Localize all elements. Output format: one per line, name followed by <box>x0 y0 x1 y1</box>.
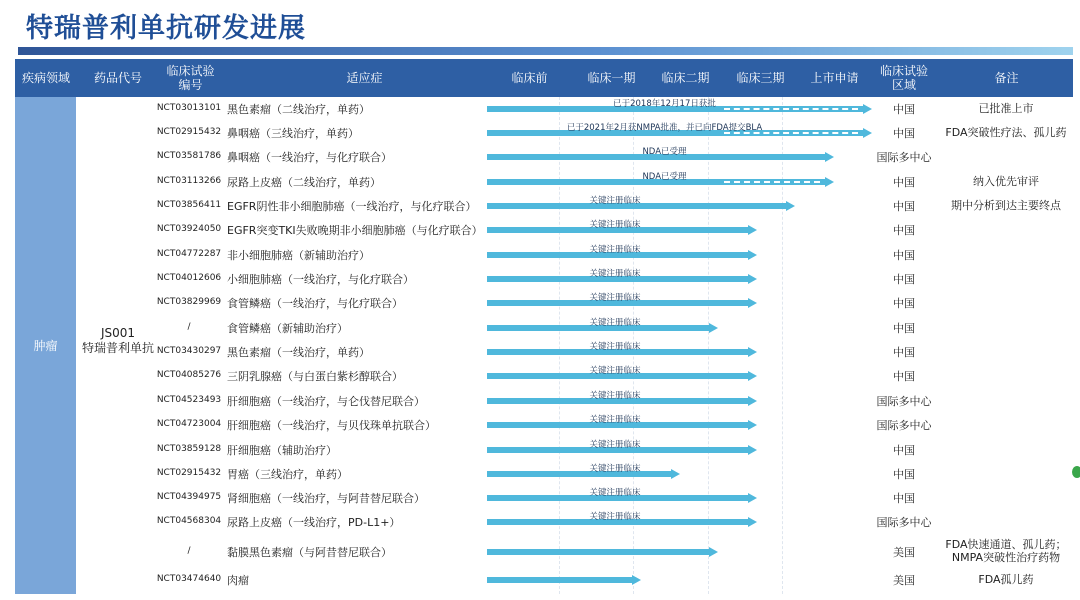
progress-arrow <box>748 371 757 381</box>
bar-label: 关键注册临床 <box>589 293 641 303</box>
trial-region: 中国 <box>893 103 915 116</box>
indication: 食管鳞癌（一线治疗，与化疗联合） <box>227 297 403 310</box>
indication: 鼻咽癌（三线治疗，单药） <box>227 127 359 140</box>
progress-arrow <box>786 201 795 211</box>
trial-number: NCT03113266 <box>156 176 222 186</box>
trial-region: 国际多中心 <box>876 516 932 529</box>
header-market: 上市申请 <box>810 71 859 85</box>
bar-label: 关键注册临床 <box>589 440 641 450</box>
trial-number: NCT03829969 <box>156 297 222 307</box>
green-dot-decoration <box>1072 466 1080 478</box>
progress-arrow <box>632 575 641 585</box>
progress-bar <box>487 577 633 583</box>
drug-name: 特瑞普利单抗 <box>81 341 154 355</box>
bar-label: NDA已受理 <box>642 147 687 157</box>
trial-region: 中国 <box>893 249 915 262</box>
trial-region: 中国 <box>893 224 915 237</box>
trial-number: NCT03856411 <box>156 200 222 210</box>
note: FDA快速通道、孤儿药； NMPA突破性治疗药物 <box>945 538 1067 564</box>
bar-label: 关键注册临床 <box>589 220 641 230</box>
bar-label: 已于2021年2月获NMPA批准，并已向FDA提交BLA <box>566 123 763 133</box>
bar-label: NDA已受理 <box>642 172 687 182</box>
header-disease: 疾病领域 <box>21 71 70 85</box>
bar-label: 关键注册临床 <box>589 415 641 425</box>
indication: 肉瘤 <box>227 574 249 587</box>
indication: 黑色素瘤（一线治疗，单药） <box>227 346 370 359</box>
trial-number: NCT03581786 <box>156 151 222 161</box>
indication: 尿路上皮癌（一线治疗，PD-L1+） <box>227 516 401 529</box>
trial-number: NCT04723004 <box>156 419 222 429</box>
bar-label: 关键注册临床 <box>589 488 641 498</box>
indication: EGFR突变TKI失败晚期非小细胞肺癌（与化疗联合） <box>227 224 483 237</box>
progress-arrow <box>748 225 757 235</box>
indication: 肝细胞癌（辅助治疗） <box>227 444 337 457</box>
progress-arrow <box>748 250 757 260</box>
trial-region: 中国 <box>893 176 915 189</box>
bar-label: 关键注册临床 <box>589 196 641 206</box>
indication: 肾细胞癌（一线治疗，与阿昔替尼联合） <box>227 492 425 505</box>
trial-region: 中国 <box>893 346 915 359</box>
progress-arrow <box>748 420 757 430</box>
note: 纳入优先审评 <box>973 175 1039 188</box>
indication: 食管鳞癌（新辅助治疗） <box>227 322 348 335</box>
trial-number: NCT03474640 <box>156 574 222 584</box>
bar-label: 关键注册临床 <box>589 342 641 352</box>
trial-region: 中国 <box>893 127 915 140</box>
progress-arrow <box>748 445 757 455</box>
note: 期中分析到达主要终点 <box>951 199 1061 212</box>
progress-arrow <box>748 493 757 503</box>
trial-region: 国际多中心 <box>876 395 932 408</box>
trial-number: NCT02915432 <box>156 127 222 137</box>
trial-region: 中国 <box>893 492 915 505</box>
progress-bar <box>487 549 710 555</box>
header-phase1: 临床一期 <box>587 71 636 85</box>
header-region: 临床试验 区域 <box>879 64 928 92</box>
trial-number: NCT03013101 <box>156 103 222 113</box>
indication: 肝细胞癌（一线治疗，与仑伐替尼联合） <box>227 395 425 408</box>
progress-arrow <box>748 396 757 406</box>
indication: 胃癌（三线治疗，单药） <box>227 468 348 481</box>
trial-region: 中国 <box>893 444 915 457</box>
indication: 黏膜黑色素瘤（与阿昔替尼联合） <box>227 546 392 559</box>
note: FDA突破性疗法、孤儿药 <box>945 126 1067 139</box>
note: FDA孤儿药 <box>978 573 1034 586</box>
bar-label: 关键注册临床 <box>589 512 641 522</box>
trial-region: 美国 <box>893 574 915 587</box>
indication: 黑色素瘤（二线治疗，单药） <box>227 103 370 116</box>
disease-area-cell: 肿瘤 <box>15 97 76 594</box>
trial-region: 国际多中心 <box>876 419 932 432</box>
drug-code: JS001 <box>100 326 136 340</box>
trial-region: 国际多中心 <box>876 151 932 164</box>
note: 已批准上市 <box>978 102 1034 115</box>
header-indication: 适应症 <box>346 71 383 85</box>
trial-region: 中国 <box>893 322 915 335</box>
trial-region: 中国 <box>893 370 915 383</box>
trial-number: NCT04568304 <box>156 516 222 526</box>
indication: 三阴乳腺癌（与白蛋白紫杉醇联合） <box>227 370 403 383</box>
bar-label: 关键注册临床 <box>589 366 641 376</box>
table-header <box>15 59 1073 97</box>
bar-label: 关键注册临床 <box>589 269 641 279</box>
bar-label: 关键注册临床 <box>589 318 641 328</box>
trial-number: NCT02915432 <box>156 468 222 478</box>
progress-arrow <box>709 547 718 557</box>
header-trial-no: 临床试验 编号 <box>166 64 215 92</box>
progress-arrow <box>748 298 757 308</box>
trial-region: 中国 <box>893 297 915 310</box>
trial-number: / <box>187 546 191 556</box>
trial-number: NCT03859128 <box>156 444 222 454</box>
indication: 尿路上皮癌（二线治疗，单药） <box>227 176 381 189</box>
title-underline <box>18 47 1073 55</box>
trial-number: NCT03924050 <box>156 224 222 234</box>
indication: EGFR阴性非小细胞肺癌（一线治疗，与化疗联合） <box>227 200 477 213</box>
drug-cell <box>78 326 158 356</box>
trial-region: 中国 <box>893 468 915 481</box>
header-notes: 备注 <box>994 71 1019 85</box>
header-preclinical: 临床前 <box>511 71 548 85</box>
trial-number: NCT04085276 <box>156 370 222 380</box>
trial-number: NCT04012606 <box>156 273 222 283</box>
header-phase3: 临床三期 <box>736 71 785 85</box>
header-phase2: 临床二期 <box>661 71 710 85</box>
bar-label: 关键注册临床 <box>589 464 641 474</box>
trial-region: 美国 <box>893 546 915 559</box>
indication: 鼻咽癌（一线治疗，与化疗联合） <box>227 151 392 164</box>
progress-arrow <box>748 347 757 357</box>
indication: 非小细胞肺癌（新辅助治疗） <box>227 249 370 262</box>
bar-label: 已于2018年12月17日获批 <box>613 99 716 109</box>
progress-arrow <box>748 274 757 284</box>
trial-number: NCT04394975 <box>156 492 222 502</box>
trial-number: / <box>187 322 191 332</box>
trial-number: NCT04772287 <box>156 249 222 259</box>
indication: 肝细胞癌（一线治疗，与贝伐珠单抗联合） <box>227 419 436 432</box>
indication: 小细胞肺癌（一线治疗，与化疗联合） <box>227 273 414 286</box>
bar-label: 关键注册临床 <box>589 391 641 401</box>
header-drug-code: 药品代号 <box>93 71 142 85</box>
trial-number: NCT04523493 <box>156 395 222 405</box>
trial-region: 中国 <box>893 200 915 213</box>
bar-label: 关键注册临床 <box>589 245 641 255</box>
trial-region: 中国 <box>893 273 915 286</box>
page-title: 特瑞普利单抗研发进展 <box>26 13 306 44</box>
progress-arrow <box>748 517 757 527</box>
trial-number: NCT03430297 <box>156 346 222 356</box>
